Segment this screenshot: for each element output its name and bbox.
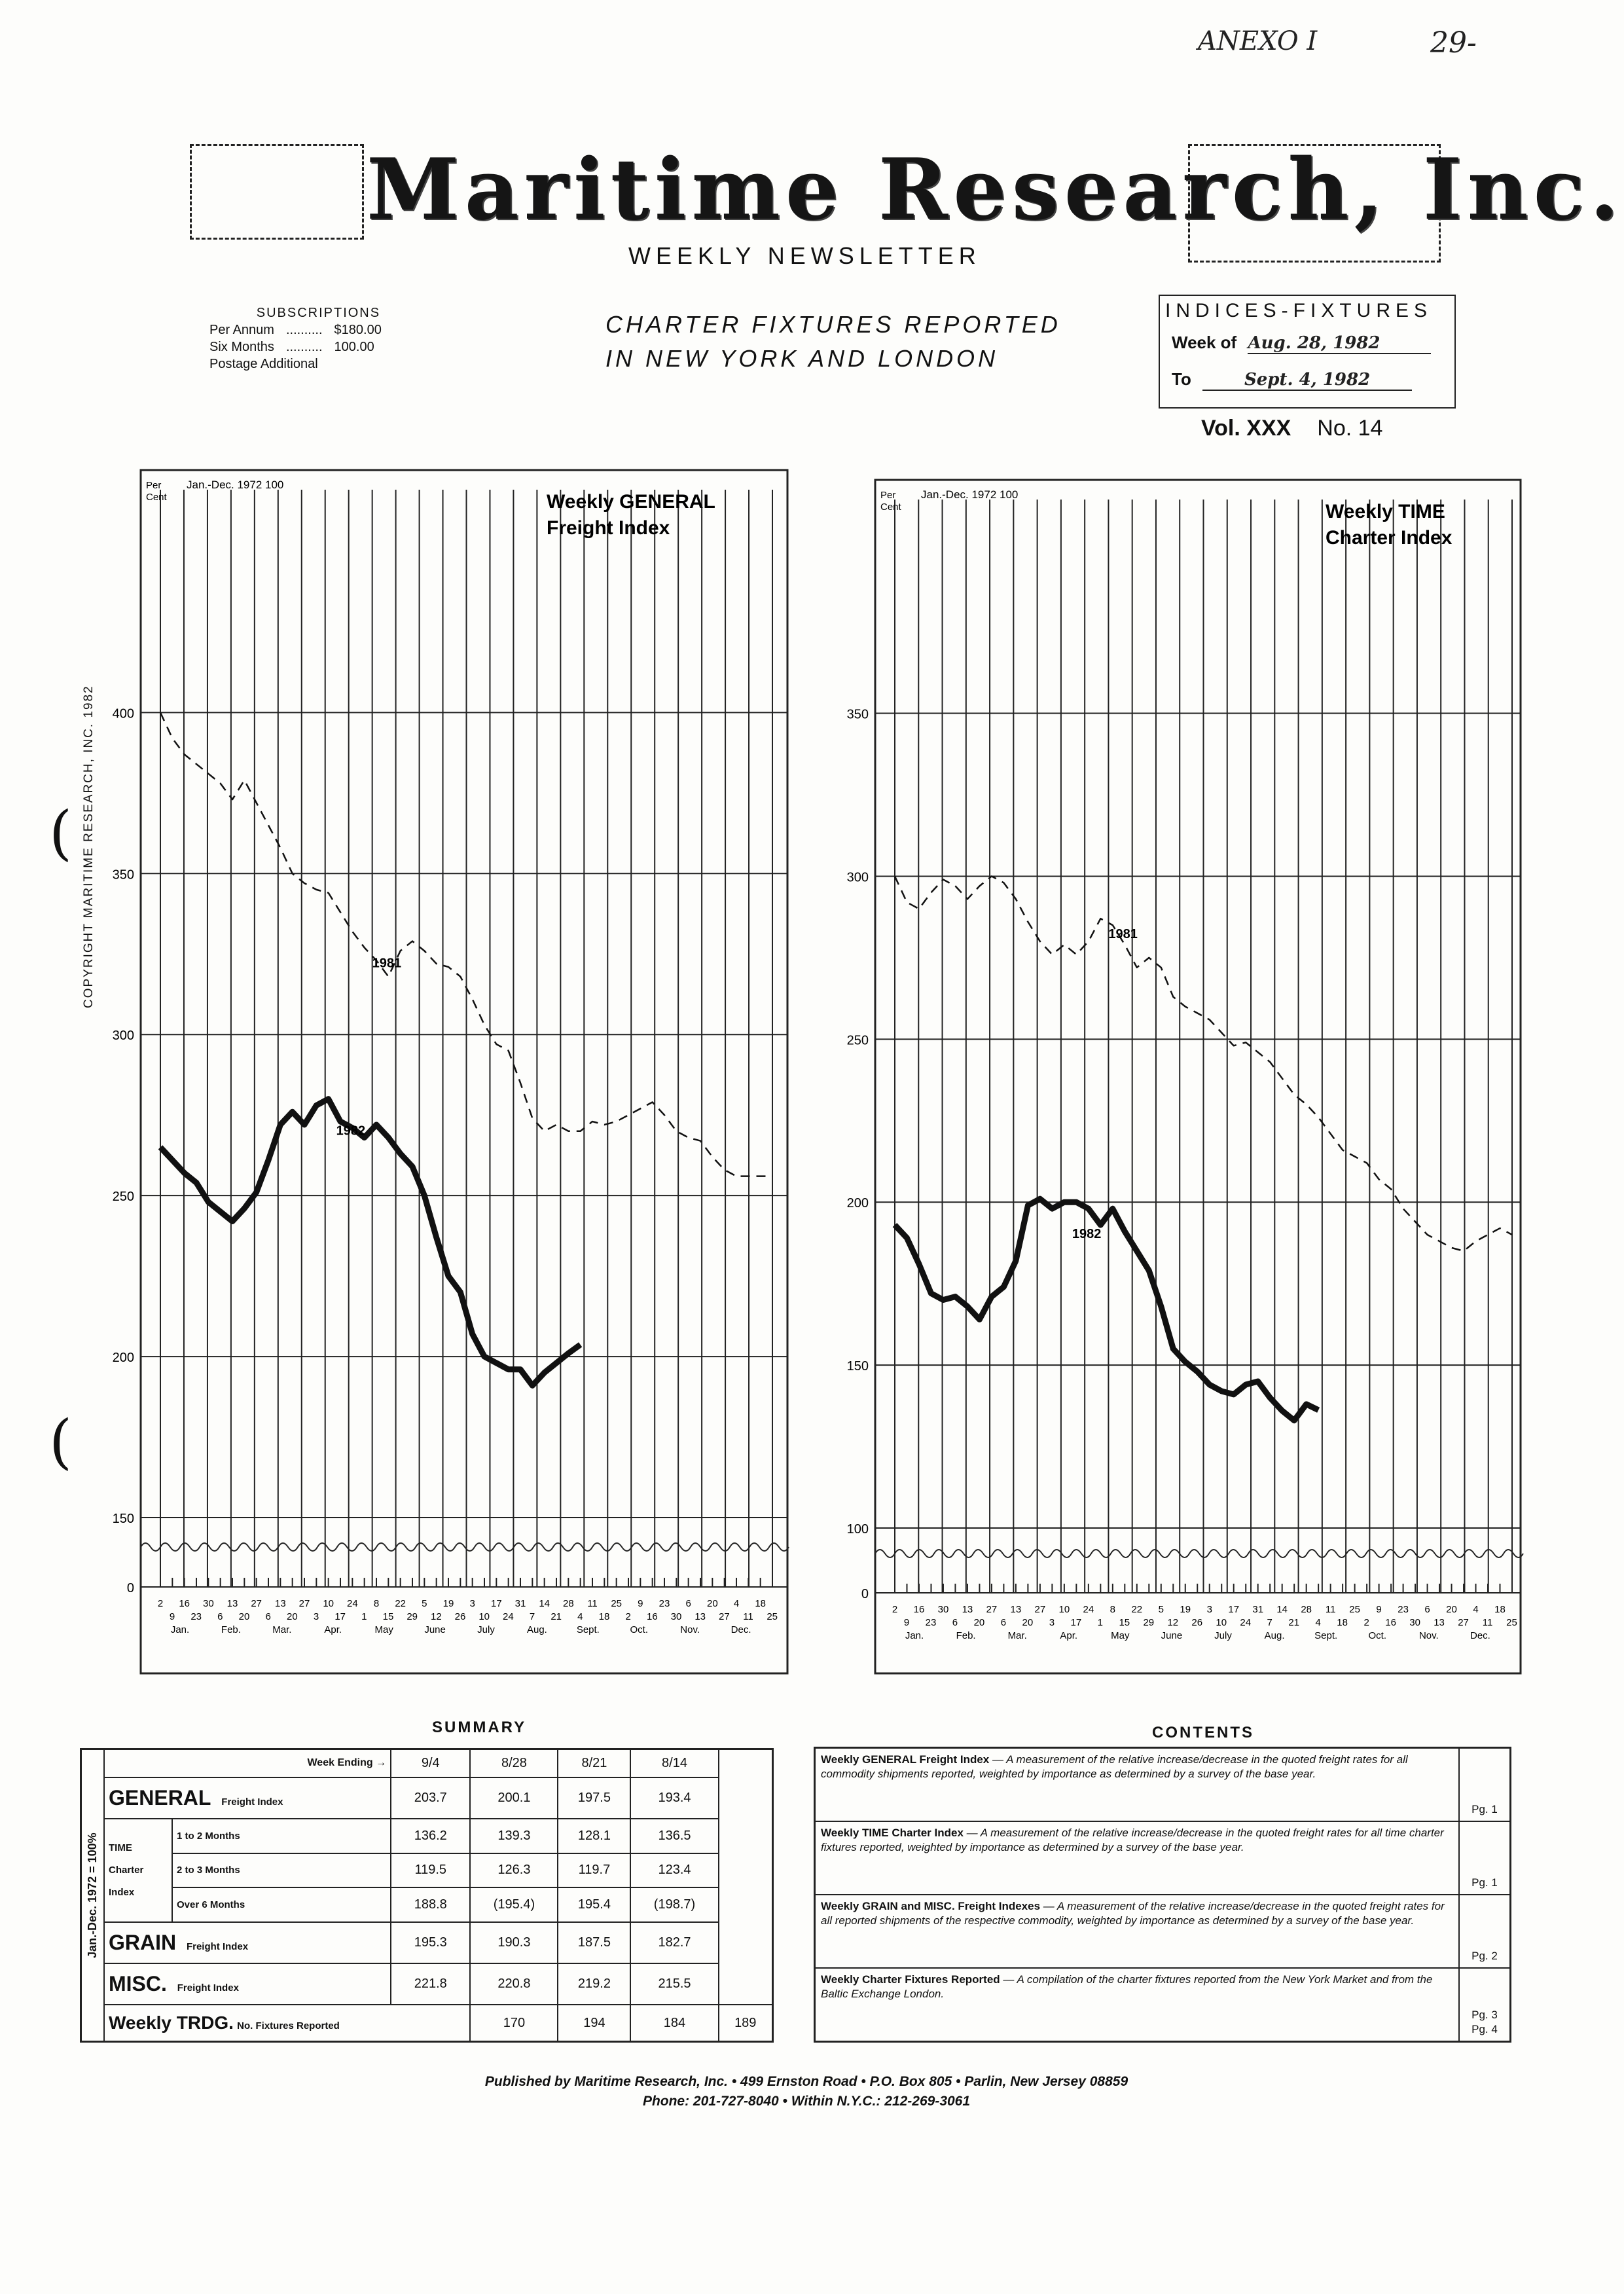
time-value: 195.4 — [558, 1887, 630, 1922]
contents-page: Pg. 2 — [1459, 1895, 1511, 1968]
x-tick-label: 10 — [1058, 1604, 1070, 1615]
general-sub: Freight Index — [221, 1796, 283, 1808]
x-tick-label: 28 — [1301, 1604, 1312, 1615]
x-tick-label: 27 — [986, 1604, 998, 1615]
x-tick-label: 23 — [925, 1617, 937, 1628]
to-value: Sept. 4, 1982 — [1202, 370, 1412, 391]
x-tick-label: 31 — [1252, 1604, 1264, 1615]
contents-item — [815, 1895, 1511, 1968]
x-tick-label: 11 — [1482, 1617, 1493, 1628]
contents-item-text: — A measurement of the relative increase/decrease in the quoted freight rates for all reported shipments of the respective commodity, weighted by importance as determined by a survey of the base year. — [821, 1899, 1445, 1927]
y-tick-label: 250 — [846, 1033, 869, 1048]
x-tick-label: 24 — [1240, 1617, 1252, 1628]
y-axis-title: Per — [146, 480, 162, 491]
general-freight-chart — [112, 470, 789, 1675]
x-tick-label: 12 — [430, 1611, 442, 1622]
x-tick-label: 19 — [1180, 1604, 1191, 1615]
postage-note: Postage Additional — [209, 357, 318, 371]
x-tick-label: 19 — [442, 1598, 454, 1609]
x-tick-label: 13 — [962, 1604, 973, 1615]
x-month-label: Mar. — [1007, 1630, 1027, 1641]
x-tick-label: 20 — [706, 1598, 718, 1609]
grain-value: 195.3 — [391, 1922, 470, 1963]
contents-item-text: — A compilation of the charter fixtures reported from the New York Market and from the Baltic Exchange London. — [821, 1973, 1433, 2000]
indices-title: INDICES-FIXTURES — [1165, 300, 1433, 321]
subscriptions-heading: SUBSCRIPTIONS — [256, 306, 381, 320]
general-row — [81, 1777, 773, 1819]
contents-item-text: — A measurement of the relative increase/decrease in the quoted freight rates for all time charter fixtures reported, weighted by importance as determined by a survey of the base year. — [821, 1827, 1444, 1854]
time-label-cell — [104, 1819, 172, 1922]
x-tick-label: 6 — [265, 1611, 271, 1622]
time-value: 126.3 — [470, 1853, 558, 1888]
time-value: (198.7) — [630, 1887, 718, 1922]
trdg-value: 170 — [470, 2005, 558, 2041]
y-tick-label: 350 — [846, 707, 869, 722]
trdg-sub: No. Fixtures Reported — [237, 2020, 340, 2032]
x-tick-label: 16 — [646, 1611, 658, 1622]
x-tick-label: 2 — [157, 1598, 164, 1609]
time-row-label: Over 6 Months — [172, 1887, 391, 1922]
margin-mark-1: ( — [49, 799, 73, 867]
x-tick-label: 11 — [1325, 1604, 1336, 1615]
time-row-2 — [81, 1853, 773, 1888]
time-row-3 — [81, 1887, 773, 1922]
general-label: GENERAL — [109, 1785, 211, 1810]
x-tick-label: 18 — [598, 1611, 610, 1622]
x-tick-label: 15 — [1119, 1617, 1130, 1628]
masthead-title: Maritime Research, Inc. — [367, 141, 1624, 239]
y-tick-label: 0 — [861, 1587, 869, 1601]
x-tick-label: 20 — [1446, 1604, 1457, 1615]
six-months-price: 100.00 — [334, 340, 374, 354]
x-tick-label: 1 — [1097, 1617, 1104, 1628]
x-month-label: Dec. — [1470, 1630, 1490, 1641]
x-tick-label: 28 — [562, 1598, 574, 1609]
footer-address: Published by Maritime Research, Inc. • 499 Ernston Road • P.O. Box 805 • Parlin, New Jersey 08859 — [484, 2074, 1128, 2089]
contents-item-lead: Weekly Charter Fixtures Reported — [821, 1973, 1000, 1986]
x-tick-label: 12 — [1167, 1617, 1179, 1628]
x-tick-label: 27 — [298, 1598, 310, 1609]
x-tick-label: 29 — [406, 1611, 418, 1622]
time-value: 119.7 — [558, 1853, 630, 1888]
charter-line-2: IN NEW YORK AND LONDON — [605, 345, 999, 372]
x-tick-label: 16 — [179, 1598, 190, 1609]
x-tick-label: 20 — [286, 1611, 298, 1622]
per-annum-label: Per Annum — [209, 323, 274, 337]
x-tick-label: 23 — [659, 1598, 670, 1609]
x-tick-label: 9 — [1376, 1604, 1382, 1615]
y-tick-label: 250 — [112, 1190, 134, 1205]
contents-page: Pg. 1 — [1459, 1748, 1511, 1822]
x-tick-label: 31 — [514, 1598, 526, 1609]
x-tick-label: 17 — [490, 1598, 502, 1609]
x-tick-label: 17 — [1228, 1604, 1240, 1615]
misc-label: MISC. — [109, 1972, 167, 1996]
x-tick-label: 17 — [334, 1611, 346, 1622]
newsletter-subtitle: WEEKLY NEWSLETTER — [628, 242, 981, 269]
series-line-1982 — [895, 1199, 1318, 1420]
footer-phone: Phone: 201-727-8040 • Within N.Y.C.: 212-269-3061 — [642, 2094, 971, 2109]
misc-value: 220.8 — [470, 1963, 558, 2005]
x-tick-label: 3 — [313, 1611, 319, 1622]
x-month-label: Feb. — [956, 1630, 976, 1641]
x-tick-label: 3 — [469, 1598, 475, 1609]
week-col-1: 8/28 — [470, 1749, 558, 1777]
x-month-label: June — [424, 1624, 446, 1635]
grain-row — [81, 1922, 773, 1963]
x-tick-label: 20 — [238, 1611, 250, 1622]
x-tick-label: 13 — [1434, 1617, 1445, 1628]
x-tick-label: 1 — [361, 1611, 367, 1622]
x-month-label: Jan. — [905, 1630, 924, 1641]
misc-value: 215.5 — [630, 1963, 718, 2005]
chart-frame — [141, 470, 787, 1673]
chart-title: Weekly GENERAL — [547, 491, 715, 513]
chart-frame — [875, 480, 1521, 1673]
time-value: 119.5 — [391, 1853, 470, 1888]
x-tick-label: 13 — [226, 1598, 238, 1609]
time-row-1 — [81, 1819, 773, 1853]
x-tick-label: 15 — [382, 1611, 394, 1622]
x-tick-label: 21 — [1288, 1617, 1300, 1628]
x-tick-label: 3 — [1049, 1617, 1055, 1628]
time-row-label: 2 to 3 Months — [172, 1853, 391, 1888]
subscriptions-block: SUBSCRIPTIONS Per Annum .......... $180.00 Six Months .......... 100.00 Postage Additional — [209, 306, 382, 371]
time-label-index: Index — [109, 1886, 135, 1898]
x-tick-label: 30 — [670, 1611, 682, 1622]
x-month-label: Oct. — [1368, 1630, 1387, 1641]
grain-sub: Freight Index — [186, 1941, 249, 1952]
x-tick-label: 13 — [695, 1611, 706, 1622]
x-tick-label: 2 — [892, 1604, 898, 1615]
x-tick-label: 25 — [611, 1598, 623, 1609]
x-tick-label: 22 — [395, 1598, 406, 1609]
misc-row — [81, 1963, 773, 2005]
time-label-charter: Charter — [109, 1864, 144, 1876]
x-tick-label: 4 — [733, 1598, 740, 1609]
x-tick-label: 22 — [1131, 1604, 1143, 1615]
x-tick-label: 10 — [1216, 1617, 1227, 1628]
week-ending-label: Week Ending → — [104, 1749, 391, 1777]
x-month-label: July — [477, 1624, 495, 1635]
x-tick-label: 10 — [478, 1611, 490, 1622]
x-tick-label: 6 — [685, 1598, 691, 1609]
trdg-value: 189 — [719, 2005, 773, 2041]
issue-number: No. 14 — [1317, 416, 1383, 441]
per-annum-price: $180.00 — [334, 323, 382, 337]
summary-table — [80, 1748, 774, 2043]
x-tick-label: 2 — [1363, 1617, 1369, 1628]
summary-title: SUMMARY — [432, 1719, 527, 1736]
x-tick-label: 24 — [346, 1598, 358, 1609]
x-tick-label: 27 — [718, 1611, 730, 1622]
time-value: 123.4 — [630, 1853, 718, 1888]
x-tick-label: 23 — [1398, 1604, 1409, 1615]
base-note: Jan.-Dec. 1972 100 — [921, 488, 1019, 501]
contents-item — [815, 1748, 1511, 1822]
grain-value: 187.5 — [558, 1922, 630, 1963]
x-tick-label: 24 — [1083, 1604, 1094, 1615]
contents-page: Pg. 1 — [1459, 1821, 1511, 1895]
y-tick-label: 150 — [846, 1359, 869, 1374]
y-axis-title: Cent — [880, 501, 901, 513]
x-month-label: Apr. — [1060, 1630, 1078, 1641]
x-tick-label: 6 — [952, 1617, 958, 1628]
x-month-label: Feb. — [221, 1624, 241, 1635]
y-axis-title: Cent — [146, 492, 167, 503]
x-tick-label: 3 — [1206, 1604, 1212, 1615]
trdg-value: 194 — [558, 2005, 630, 2041]
time-value: 139.3 — [470, 1819, 558, 1853]
summary-side-label: Jan.-Dec. 1972 = 100% — [81, 1749, 105, 2042]
x-tick-label: 7 — [1267, 1617, 1272, 1628]
x-tick-label: 9 — [169, 1611, 175, 1622]
y-tick-label: 200 — [112, 1351, 134, 1366]
misc-value: 219.2 — [558, 1963, 630, 2005]
y-axis-title: Per — [880, 490, 896, 501]
x-month-label: Sept. — [1314, 1630, 1338, 1641]
to-label: To — [1172, 369, 1191, 389]
y-tick-label: 0 — [126, 1581, 134, 1595]
contents-page: Pg. 3 Pg. 4 — [1459, 1968, 1511, 2042]
x-tick-label: 9 — [638, 1598, 643, 1609]
x-month-label: Mar. — [272, 1624, 292, 1635]
contents-item-text: — A measurement of the relative increase/decrease in the quoted freight rates for all commodity shipments reported, weighted by importance as determined by a survey of the base year. — [821, 1753, 1408, 1780]
trdg-label: Weekly TRDG. — [109, 2012, 234, 2033]
x-month-label: Aug. — [526, 1624, 547, 1635]
time-value: 188.8 — [391, 1887, 470, 1922]
general-value: 200.1 — [470, 1777, 558, 1819]
x-tick-label: 25 — [767, 1611, 778, 1622]
x-tick-label: 4 — [1315, 1617, 1321, 1628]
general-value: 193.4 — [630, 1777, 718, 1819]
x-month-label: Nov. — [680, 1624, 700, 1635]
x-tick-label: 30 — [1409, 1617, 1420, 1628]
indices-fixtures-box — [1159, 295, 1456, 409]
handwritten-annotation: ANEXO I — [1198, 26, 1318, 56]
base-note: Jan.-Dec. 1972 100 — [187, 479, 284, 491]
x-month-label: Jan. — [170, 1624, 190, 1635]
x-month-label: Dec. — [731, 1624, 751, 1635]
summary-header-row — [81, 1749, 773, 1777]
y-tick-label: 350 — [112, 867, 134, 883]
x-tick-label: 30 — [202, 1598, 214, 1609]
contents-item-lead: Weekly TIME Charter Index — [821, 1827, 964, 1840]
x-tick-label: 6 — [1424, 1604, 1430, 1615]
trdg-value: 184 — [630, 2005, 718, 2041]
series-label: 1982 — [336, 1123, 366, 1138]
x-tick-label: 18 — [755, 1598, 767, 1609]
grain-label: GRAIN — [109, 1931, 177, 1954]
contents-item — [815, 1968, 1511, 2042]
margin-mark-2: ( — [49, 1408, 73, 1476]
x-tick-label: 27 — [1034, 1604, 1046, 1615]
series-label: 1981 — [372, 956, 402, 971]
x-tick-label: 2 — [625, 1611, 631, 1622]
x-month-label: Oct. — [630, 1624, 649, 1635]
x-tick-label: 11 — [587, 1598, 598, 1609]
trdg-row — [81, 2005, 773, 2041]
misc-value: 221.8 — [391, 1963, 470, 2005]
x-tick-label: 18 — [1337, 1617, 1348, 1628]
x-tick-label: 13 — [1010, 1604, 1022, 1615]
x-tick-label: 30 — [937, 1604, 949, 1615]
x-tick-label: 20 — [1022, 1617, 1034, 1628]
contents-item-lead: Weekly GENERAL Freight Index — [821, 1753, 990, 1766]
x-tick-label: 4 — [577, 1611, 583, 1622]
series-line-1982 — [160, 1099, 581, 1386]
contents-title: CONTENTS — [1152, 1724, 1254, 1741]
x-month-label: May — [1111, 1630, 1130, 1641]
y-tick-label: 400 — [112, 706, 134, 721]
time-row-label: 1 to 2 Months — [172, 1819, 391, 1853]
week-col-2: 8/21 — [558, 1749, 630, 1777]
copyright-vertical: COPYRIGHT MARITIME RESEARCH, INC. 1982 — [82, 685, 96, 1008]
y-tick-label: 100 — [846, 1522, 869, 1537]
x-tick-label: 25 — [1349, 1604, 1360, 1615]
contents-item-lead: Weekly GRAIN and MISC. Freight Indexes — [821, 1899, 1041, 1912]
x-tick-label: 23 — [190, 1611, 202, 1622]
general-value: 197.5 — [558, 1777, 630, 1819]
time-charter-chart — [846, 480, 1522, 1675]
x-tick-label: 11 — [743, 1611, 753, 1622]
x-tick-label: 10 — [323, 1598, 334, 1609]
y-tick-label: 300 — [846, 870, 869, 885]
x-tick-label: 16 — [913, 1604, 925, 1615]
x-tick-label: 18 — [1494, 1604, 1506, 1615]
chart-title: Freight Index — [547, 517, 670, 539]
time-value: (195.4) — [470, 1887, 558, 1922]
misc-sub: Freight Index — [177, 1982, 239, 1994]
x-tick-label: 27 — [251, 1598, 262, 1609]
x-month-label: May — [374, 1624, 393, 1635]
grain-value: 182.7 — [630, 1922, 718, 1963]
x-month-label: Nov. — [1418, 1630, 1439, 1641]
series-label: 1982 — [1072, 1227, 1102, 1242]
axis-break — [875, 1550, 1523, 1557]
x-tick-label: 24 — [502, 1611, 514, 1622]
x-tick-label: 17 — [1070, 1617, 1082, 1628]
x-month-label: Apr. — [324, 1624, 342, 1635]
time-label: TIME — [109, 1842, 132, 1853]
y-tick-label: 150 — [112, 1512, 134, 1526]
six-months-label: Six Months — [209, 340, 274, 354]
x-tick-label: 9 — [903, 1617, 910, 1628]
charter-line-1: CHARTER FIXTURES REPORTED — [605, 311, 1061, 338]
x-tick-label: 6 — [1000, 1617, 1007, 1628]
time-value: 128.1 — [558, 1819, 630, 1853]
week-col-3: 8/14 — [630, 1749, 718, 1777]
x-tick-label: 13 — [274, 1598, 286, 1609]
x-month-label: Sept. — [576, 1624, 600, 1635]
contents-table — [814, 1747, 1511, 2043]
contents-item — [815, 1821, 1511, 1895]
x-tick-label: 27 — [1458, 1617, 1469, 1628]
x-tick-label: 14 — [539, 1598, 550, 1609]
x-tick-label: 16 — [1385, 1617, 1396, 1628]
x-tick-label: 26 — [1191, 1617, 1203, 1628]
week-of-label: Week of — [1172, 333, 1237, 352]
x-tick-label: 6 — [217, 1611, 223, 1622]
x-tick-label: 29 — [1143, 1617, 1155, 1628]
week-col-0: 9/4 — [391, 1749, 470, 1777]
x-tick-label: 20 — [973, 1617, 985, 1628]
x-tick-label: 8 — [373, 1598, 380, 1609]
series-label: 1981 — [1108, 927, 1138, 942]
x-month-label: July — [1214, 1630, 1232, 1641]
publisher-footer — [0, 2072, 1613, 2111]
week-of-value: Aug. 28, 1982 — [1248, 333, 1431, 354]
general-value: 203.7 — [391, 1777, 470, 1819]
axis-break — [141, 1543, 789, 1551]
x-tick-label: 14 — [1276, 1604, 1288, 1615]
time-value: 136.5 — [630, 1819, 718, 1853]
time-value: 136.2 — [391, 1819, 470, 1853]
x-tick-label: 8 — [1110, 1604, 1115, 1615]
x-tick-label: 4 — [1473, 1604, 1479, 1615]
y-tick-label: 300 — [112, 1029, 134, 1044]
x-tick-label: 25 — [1506, 1617, 1517, 1628]
masthead-left-ornament — [190, 144, 364, 240]
chart-title: Charter Index — [1326, 527, 1453, 549]
grain-value: 190.3 — [470, 1922, 558, 1963]
y-tick-label: 200 — [846, 1196, 869, 1211]
x-tick-label: 7 — [529, 1611, 535, 1622]
chart-title: Weekly TIME — [1326, 501, 1445, 522]
handwritten-page-number: 29- — [1430, 26, 1477, 60]
x-tick-label: 26 — [454, 1611, 466, 1622]
charter-header — [605, 308, 1061, 376]
x-tick-label: 5 — [422, 1598, 427, 1609]
x-month-label: Aug. — [1264, 1630, 1285, 1641]
volume-number: Vol. XXX No. 14 — [1201, 416, 1383, 441]
x-tick-label: 5 — [1158, 1604, 1164, 1615]
x-tick-label: 21 — [550, 1611, 562, 1622]
x-month-label: June — [1161, 1630, 1183, 1641]
